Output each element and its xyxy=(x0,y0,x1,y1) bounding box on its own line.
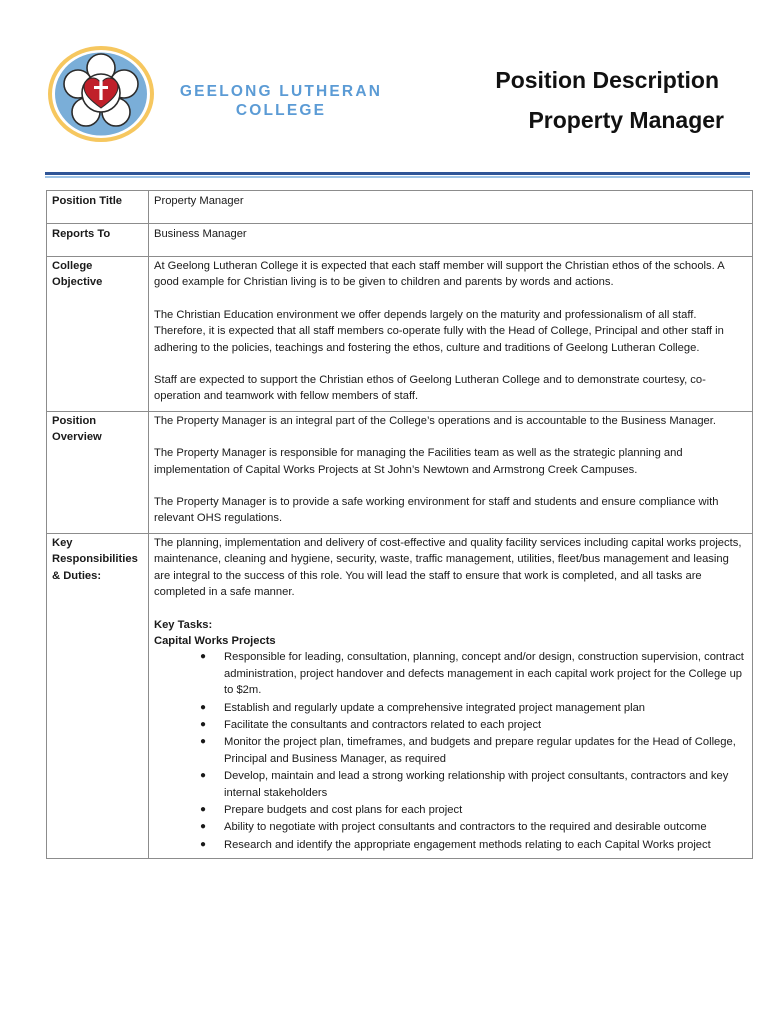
task-text: Prepare budgets and cost plans for each project xyxy=(224,803,463,816)
task-text: Facilitate the consultants and contractors related to each project xyxy=(224,718,542,731)
task-list-item xyxy=(200,649,748,698)
row-college-objective xyxy=(47,257,753,412)
bullet-icon: ● xyxy=(200,821,207,833)
row-position-overview xyxy=(47,411,753,533)
task-list-item xyxy=(200,819,748,835)
task-list-item xyxy=(200,700,748,716)
reports-to-value: Business Manager xyxy=(149,224,753,257)
college-name-line2: COLLEGE xyxy=(235,102,327,119)
task-text: Responsible for leading, consultation, planning, concept and/or design, construction supervision, contract administration, project handover and defects management in each capital work project for the College up to $2m. xyxy=(224,651,744,697)
task-list-item xyxy=(200,768,748,801)
paragraph: At Geelong Lutheran College it is expected that each staff member will support the Christian ethos of the schools. A good example for Christian living is to be given to children and parents by words and actions. xyxy=(154,260,725,289)
label-line: Overview xyxy=(52,431,102,444)
bullet-icon: ● xyxy=(200,651,207,663)
header-divider xyxy=(45,172,750,175)
capital-works-heading: Capital Works Projects xyxy=(154,634,276,647)
paragraph: Staff are expected to support the Christian ethos of Geelong Lutheran College and to demonstrate courtesy, co-operation and teamwork with fellow members of staff. xyxy=(154,374,706,403)
row-position-title xyxy=(47,191,753,224)
responsibilities-intro: The planning, implementation and delivery of cost-effective and quality facility services including capital works projects, maintenance, cleaning and hygiene, security, waste, traffic management, utilities, fleet/bus management and leasing are integral to the success of this role. You will lead the staff to ensure that work is completed, and all tasks are completed in a safe manner. xyxy=(154,536,742,599)
label-line: Key xyxy=(52,536,73,549)
college-name xyxy=(176,82,386,120)
header-divider-accent xyxy=(45,176,750,178)
bullet-icon: ● xyxy=(200,770,207,782)
title-line-2: Property Manager xyxy=(528,107,724,133)
position-title-label: Position Title xyxy=(47,191,149,224)
task-list xyxy=(154,649,748,853)
bullet-icon: ● xyxy=(200,701,207,713)
position-table xyxy=(46,190,753,859)
college-objective-content xyxy=(149,257,753,412)
row-reports-to xyxy=(47,224,753,257)
label-line: Position xyxy=(52,414,97,427)
key-responsibilities-content xyxy=(149,533,753,858)
college-logo xyxy=(46,44,156,144)
position-overview-content xyxy=(149,411,753,533)
task-text: Develop, maintain and lead a strong working relationship with project consultants, contractors and key internal stakeholders xyxy=(224,770,729,799)
paragraph: The Christian Education environment we offer depends largely on the maturity and professionalism of all staff. Therefore, it is expected that all staff members co-operate fully with the Head of College, Principal and other staff in adhering to the policies, teachings and fostering the ethos, culture and traditions of Geelong Lutheran College. xyxy=(154,308,724,354)
bullet-icon: ● xyxy=(200,838,207,850)
college-name-line1: GEELONG LUTHERAN xyxy=(179,83,383,100)
document-title xyxy=(495,60,724,140)
position-title-value: Property Manager xyxy=(149,191,753,224)
task-text: Research and identify the appropriate engagement methods relating to each Capital Works project xyxy=(224,838,711,851)
reports-to-label: Reports To xyxy=(47,224,149,257)
paragraph: The Property Manager is to provide a safe working environment for staff and students and ensure compliance with relevant OHS regulations. xyxy=(154,496,719,525)
position-overview-label xyxy=(47,411,149,533)
label-line: & Duties: xyxy=(52,569,102,582)
task-text: Monitor the project plan, timeframes, and budgets and prepare regular updates for the Head of College, Principal and Business Manager, as required xyxy=(224,736,736,765)
paragraph: The Property Manager is an integral part of the College’s operations and is accountable to the Business Manager. xyxy=(154,414,716,427)
task-list-item xyxy=(200,734,748,767)
task-text: Establish and regularly update a comprehensive integrated project management plan xyxy=(224,701,646,714)
document-header xyxy=(0,0,770,180)
key-tasks-heading: Key Tasks: xyxy=(154,618,213,631)
label-line: College xyxy=(52,260,93,272)
task-list-item xyxy=(200,802,748,818)
college-objective-label xyxy=(47,257,149,412)
title-line-1: Position Description xyxy=(495,67,719,93)
task-text: Ability to negotiate with project consultants and contractors to the required and desirable outcome xyxy=(224,821,707,834)
row-key-responsibilities xyxy=(47,533,753,858)
label-line: Objective xyxy=(52,276,103,289)
bullet-icon: ● xyxy=(200,718,207,730)
task-list-item xyxy=(200,717,748,733)
label-line: Responsibilities xyxy=(52,553,138,566)
task-list-item xyxy=(200,837,748,853)
key-responsibilities-label xyxy=(47,533,149,858)
bullet-icon: ● xyxy=(200,803,207,815)
paragraph: The Property Manager is responsible for managing the Facilities team as well as the strategic planning and implementation of Capital Works Projects at St John’s Newtown and Armstrong Creek Campuses. xyxy=(154,447,683,476)
bullet-icon: ● xyxy=(200,736,207,748)
